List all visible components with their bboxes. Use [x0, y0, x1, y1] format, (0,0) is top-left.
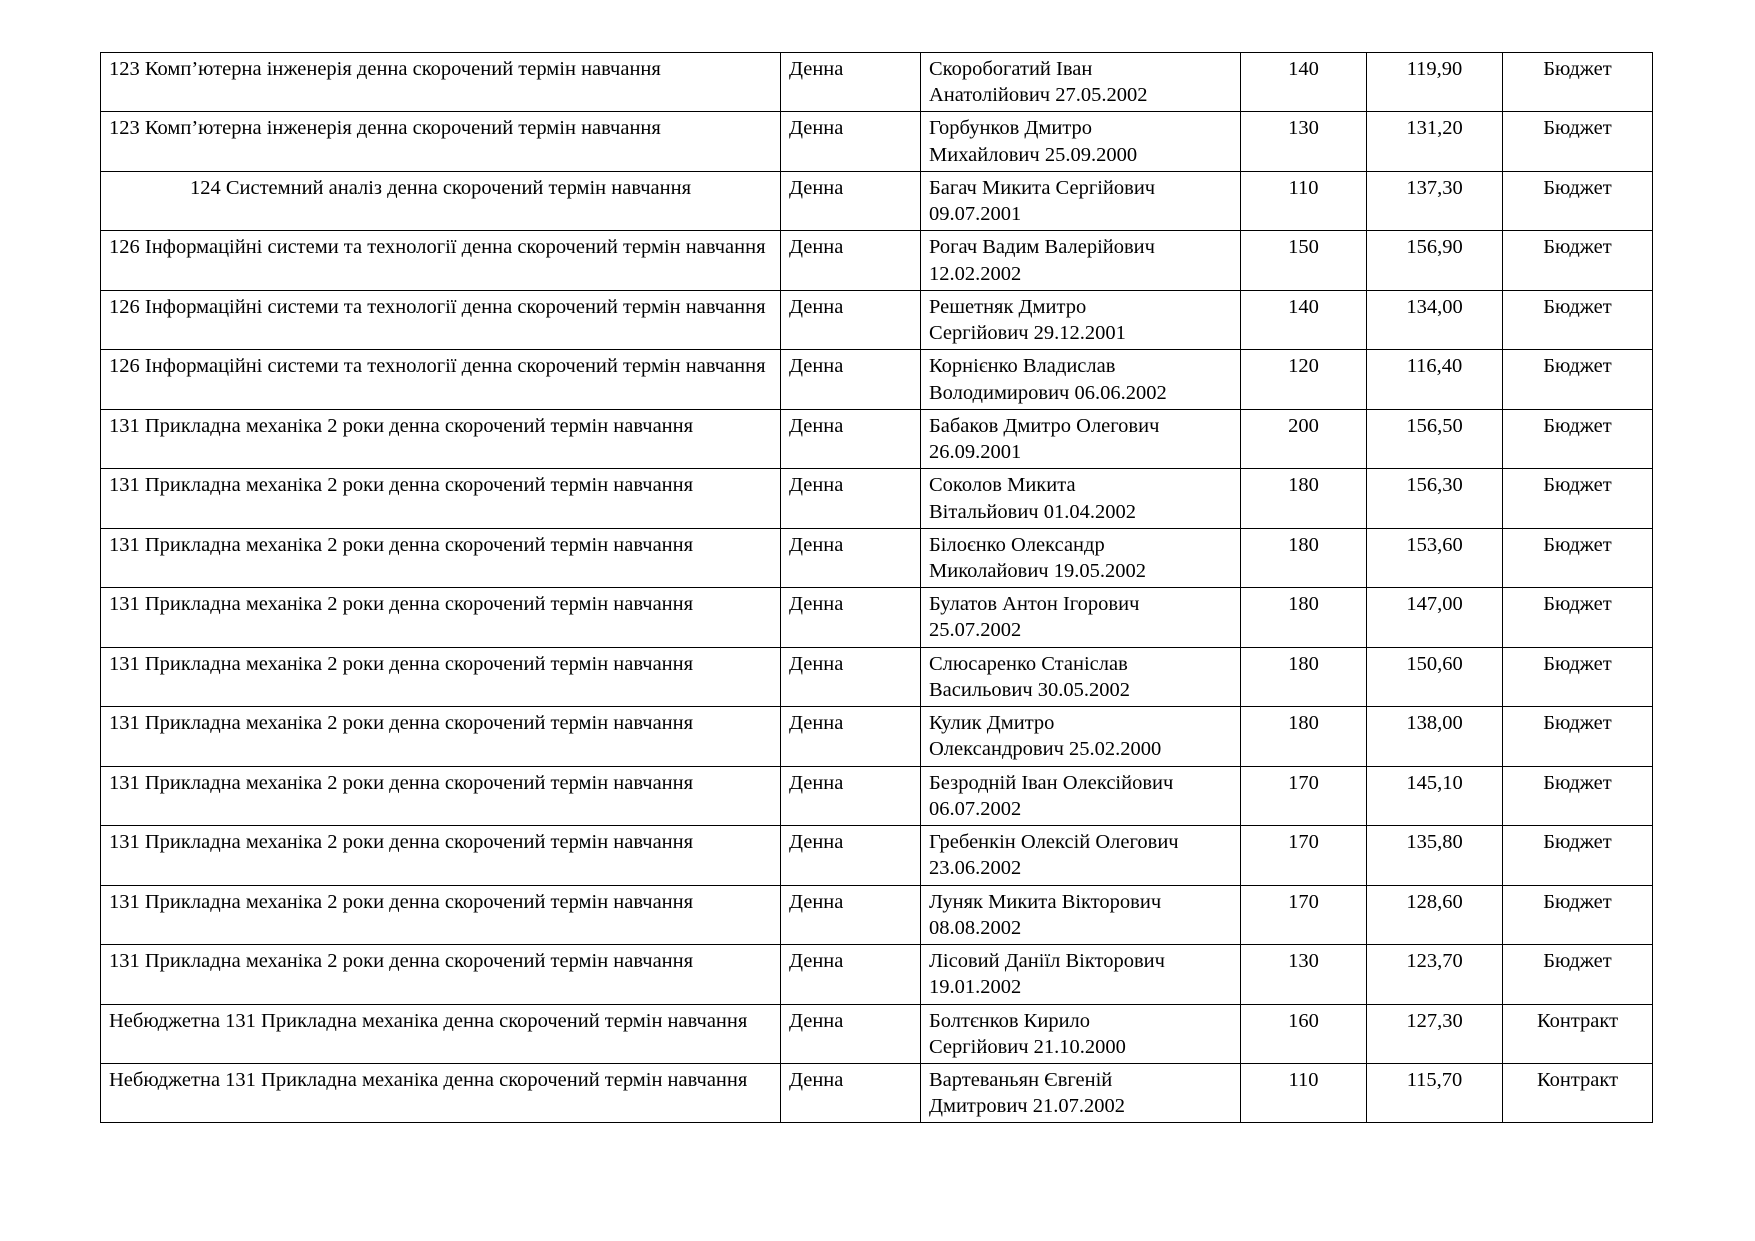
student-birthdate-line: 06.07.2002	[929, 797, 1022, 820]
cell-program: 131 Прикладна механіка 2 роки денна скорочений термін навчання	[101, 945, 781, 1004]
cell-funding-type: Бюджет	[1503, 647, 1653, 706]
cell-study-form: Денна	[781, 647, 921, 706]
table-row	[101, 826, 1653, 885]
table-row	[101, 885, 1653, 944]
table-row	[101, 1004, 1653, 1063]
cell-score-primary: 180	[1241, 647, 1367, 706]
cell-score-secondary: 156,90	[1367, 231, 1503, 290]
cell-study-form: Денна	[781, 231, 921, 290]
cell-funding-type: Бюджет	[1503, 171, 1653, 230]
student-birthdate-line: 19.01.2002	[929, 976, 1022, 999]
cell-student	[921, 290, 1241, 349]
cell-score-secondary: 127,30	[1367, 1004, 1503, 1063]
table-row	[101, 1063, 1653, 1122]
student-name-line: Скоробогатий Іван	[929, 58, 1093, 80]
student-name-line: Соколов Микита	[929, 474, 1076, 497]
cell-program: 131 Прикладна механіка 2 роки денна скорочений термін навчання	[101, 826, 781, 885]
student-birthdate-line: Сергійович 29.12.2001	[929, 322, 1126, 345]
cell-student	[921, 469, 1241, 528]
student-name-line: Горбунков Дмитро	[929, 117, 1093, 140]
cell-student	[921, 1063, 1241, 1122]
student-birthdate-line: 25.07.2002	[929, 619, 1022, 642]
table-row	[101, 469, 1653, 528]
cell-program: 131 Прикладна механіка 2 роки денна скорочений термін навчання	[101, 528, 781, 587]
cell-study-form: Денна	[781, 885, 921, 944]
cell-program: 131 Прикладна механіка 2 роки денна скорочений термін навчання	[101, 647, 781, 706]
cell-study-form: Денна	[781, 290, 921, 349]
cell-score-primary: 140	[1241, 53, 1367, 112]
cell-funding-type: Бюджет	[1503, 469, 1653, 528]
cell-funding-type: Контракт	[1503, 1063, 1653, 1122]
cell-score-primary: 180	[1241, 528, 1367, 587]
student-birthdate-line: Олександрович 25.02.2000	[929, 738, 1162, 761]
cell-funding-type: Бюджет	[1503, 945, 1653, 1004]
student-birthdate-line: Вітальйович 01.04.2002	[929, 500, 1136, 523]
cell-score-primary: 180	[1241, 469, 1367, 528]
student-birthdate-line: 09.07.2001	[929, 203, 1022, 226]
table-row	[101, 53, 1653, 112]
cell-student	[921, 171, 1241, 230]
cell-student	[921, 350, 1241, 409]
cell-student	[921, 588, 1241, 647]
cell-study-form: Денна	[781, 1063, 921, 1122]
student-name-line: Вартеваньян Євгеній	[929, 1068, 1113, 1091]
cell-funding-type: Бюджет	[1503, 409, 1653, 468]
cell-score-primary: 110	[1241, 1063, 1367, 1122]
cell-score-secondary: 116,40	[1367, 350, 1503, 409]
table-row	[101, 945, 1653, 1004]
student-name-line: Багач Микита Сергійович	[929, 176, 1156, 199]
cell-program: Небюджетна 131 Прикладна механіка денна скорочений термін навчання	[101, 1063, 781, 1122]
cell-score-secondary: 156,50	[1367, 409, 1503, 468]
table-row	[101, 647, 1653, 706]
cell-funding-type: Бюджет	[1503, 588, 1653, 647]
cell-score-primary: 110	[1241, 171, 1367, 230]
student-birthdate-line: 08.08.2002	[929, 916, 1022, 939]
student-name-line: Лісовий Даніїл Вікторович	[929, 950, 1165, 973]
cell-score-secondary: 128,60	[1367, 885, 1503, 944]
table-row	[101, 290, 1653, 349]
cell-study-form: Денна	[781, 588, 921, 647]
cell-study-form: Денна	[781, 766, 921, 825]
cell-student	[921, 1004, 1241, 1063]
cell-student	[921, 112, 1241, 171]
cell-score-secondary: 150,60	[1367, 647, 1503, 706]
cell-student	[921, 53, 1241, 112]
cell-student	[921, 945, 1241, 1004]
cell-funding-type: Бюджет	[1503, 885, 1653, 944]
cell-score-primary: 200	[1241, 409, 1367, 468]
cell-score-secondary: 137,30	[1367, 171, 1503, 230]
cell-student	[921, 885, 1241, 944]
cell-student	[921, 707, 1241, 766]
cell-score-secondary: 123,70	[1367, 945, 1503, 1004]
cell-student	[921, 826, 1241, 885]
cell-student	[921, 766, 1241, 825]
student-name-line: Безродній Іван Олексійович	[929, 771, 1174, 794]
student-birthdate-line: Миколайович 19.05.2002	[929, 559, 1146, 582]
cell-study-form: Денна	[781, 1004, 921, 1063]
cell-study-form: Денна	[781, 112, 921, 171]
cell-funding-type: Бюджет	[1503, 290, 1653, 349]
cell-score-secondary: 153,60	[1367, 528, 1503, 587]
cell-funding-type: Бюджет	[1503, 112, 1653, 171]
cell-score-primary: 150	[1241, 231, 1367, 290]
cell-funding-type: Бюджет	[1503, 231, 1653, 290]
cell-funding-type: Бюджет	[1503, 528, 1653, 587]
cell-score-primary: 130	[1241, 945, 1367, 1004]
cell-score-secondary: 135,80	[1367, 826, 1503, 885]
student-name-line: Гребенкін Олексій Олегович	[929, 831, 1179, 854]
student-name-line: Булатов Антон Ігорович	[929, 593, 1140, 616]
cell-funding-type: Бюджет	[1503, 826, 1653, 885]
cell-study-form: Денна	[781, 350, 921, 409]
cell-funding-type: Бюджет	[1503, 350, 1653, 409]
student-birthdate-line: 26.09.2001	[929, 441, 1022, 464]
cell-program: 131 Прикладна механіка 2 роки денна скорочений термін навчання	[101, 766, 781, 825]
student-birthdate-line: Васильович 30.05.2002	[929, 678, 1131, 701]
cell-program: 126 Інформаційні системи та технології денна скорочений термін навчання	[101, 231, 781, 290]
cell-score-secondary: 119,90	[1367, 53, 1503, 112]
student-birthdate-line: Михайлович 25.09.2000	[929, 143, 1138, 166]
student-name-line: Луняк Микита Вікторович	[929, 890, 1162, 913]
cell-program: 131 Прикладна механіка 2 роки денна скорочений термін навчання	[101, 885, 781, 944]
table-row	[101, 231, 1653, 290]
cell-study-form: Денна	[781, 171, 921, 230]
cell-score-primary: 140	[1241, 290, 1367, 349]
cell-program: 131 Прикладна механіка 2 роки денна скорочений термін навчання	[101, 409, 781, 468]
cell-study-form: Денна	[781, 826, 921, 885]
student-name-line: Корнієнко Владислав	[929, 355, 1116, 378]
cell-program: 131 Прикладна механіка 2 роки денна скорочений термін навчання	[101, 469, 781, 528]
cell-program: 131 Прикладна механіка 2 роки денна скорочений термін навчання	[101, 588, 781, 647]
student-name-line: Бабаков Дмитро Олегович	[929, 414, 1160, 437]
cell-score-primary: 180	[1241, 588, 1367, 647]
student-birthdate-line: Сергійович 21.10.2000	[929, 1035, 1126, 1058]
student-name-line: Білоєнко Олександр	[929, 533, 1105, 556]
table-row	[101, 112, 1653, 171]
table-row	[101, 528, 1653, 587]
cell-score-secondary: 147,00	[1367, 588, 1503, 647]
cell-score-primary: 120	[1241, 350, 1367, 409]
table-row	[101, 350, 1653, 409]
cell-program: 126 Інформаційні системи та технології денна скорочений термін навчання	[101, 290, 781, 349]
cell-program: Небюджетна 131 Прикладна механіка денна скорочений термін навчання	[101, 1004, 781, 1063]
cell-funding-type: Контракт	[1503, 1004, 1653, 1063]
cell-funding-type: Бюджет	[1503, 53, 1653, 112]
table-row	[101, 409, 1653, 468]
cell-student	[921, 409, 1241, 468]
cell-program: 123 Комп’ютерна інженерія денна скорочений термін навчання	[101, 112, 781, 171]
cell-score-secondary: 131,20	[1367, 112, 1503, 171]
cell-funding-type: Бюджет	[1503, 766, 1653, 825]
student-name-line: Болтєнков Кирило	[929, 1009, 1091, 1032]
cell-score-primary: 180	[1241, 707, 1367, 766]
cell-study-form: Денна	[781, 945, 921, 1004]
cell-score-secondary: 145,10	[1367, 766, 1503, 825]
cell-score-secondary: 134,00	[1367, 290, 1503, 349]
cell-study-form: Денна	[781, 528, 921, 587]
cell-score-primary: 170	[1241, 885, 1367, 944]
cell-study-form: Денна	[781, 53, 921, 112]
student-name-line: Слюсаренко Станіслав	[929, 652, 1128, 675]
table-row	[101, 707, 1653, 766]
cell-funding-type: Бюджет	[1503, 707, 1653, 766]
table-row	[101, 588, 1653, 647]
cell-score-primary: 170	[1241, 766, 1367, 825]
student-birthdate-line: Дмитрович 21.07.2002	[929, 1095, 1125, 1118]
cell-student	[921, 528, 1241, 587]
cell-score-secondary: 138,00	[1367, 707, 1503, 766]
student-name-line: Кулик Дмитро	[929, 712, 1055, 735]
table-body	[101, 53, 1653, 1123]
cell-program: 123 Комп’ютерна інженерія денна скорочений термін навчання	[101, 53, 781, 112]
student-birthdate-line: Анатолійович 27.05.2002	[929, 84, 1148, 107]
cell-student	[921, 231, 1241, 290]
student-birthdate-line: Володимирович 06.06.2002	[929, 381, 1167, 404]
admission-table	[100, 52, 1653, 1123]
cell-program: 126 Інформаційні системи та технології денна скорочений термін навчання	[101, 350, 781, 409]
cell-score-primary: 170	[1241, 826, 1367, 885]
student-name-line: Решетняк Дмитро	[929, 295, 1087, 318]
cell-score-primary: 160	[1241, 1004, 1367, 1063]
student-birthdate-line: 12.02.2002	[929, 262, 1022, 285]
cell-study-form: Денна	[781, 409, 921, 468]
cell-student	[921, 647, 1241, 706]
student-name-line: Рогач Вадим Валерійович	[929, 236, 1155, 259]
cell-study-form: Денна	[781, 469, 921, 528]
table-row	[101, 171, 1653, 230]
cell-program: 131 Прикладна механіка 2 роки денна скорочений термін навчання	[101, 707, 781, 766]
cell-score-secondary: 115,70	[1367, 1063, 1503, 1122]
cell-study-form: Денна	[781, 707, 921, 766]
student-birthdate-line: 23.06.2002	[929, 857, 1022, 880]
cell-score-primary: 130	[1241, 112, 1367, 171]
cell-score-secondary: 156,30	[1367, 469, 1503, 528]
cell-program: 124 Системний аналіз денна скорочений термін навчання	[101, 171, 781, 230]
table-row	[101, 766, 1653, 825]
